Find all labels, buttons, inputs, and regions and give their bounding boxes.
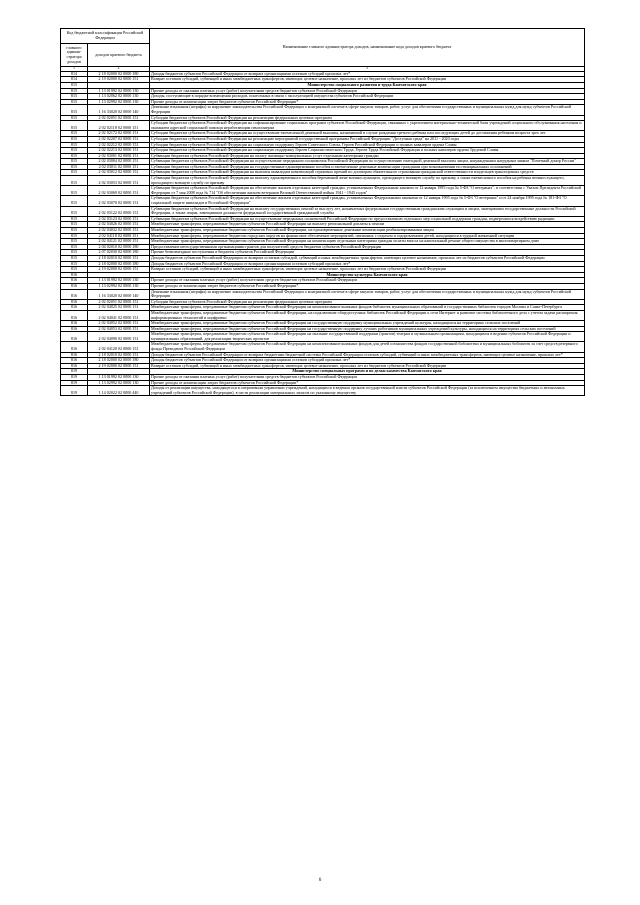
income-code-cell: 2 02 04120 02 0000 151	[88, 342, 150, 352]
admin-code-cell: 816	[61, 305, 88, 311]
table-body	[61, 71, 585, 396]
income-code-cell: 2 02 03012 02 0000 151	[88, 170, 150, 176]
section-title-cell: Министерство культуры Камчатского края	[150, 272, 585, 278]
column-index: 1	[61, 67, 88, 72]
description-cell: Субвенции бюджетам субъектов Российской Федерации на выплату единовременного пособия беременной жене военнослужащего, проходящего военную службу по призыву, а также ежемесячного пособия на ребенка военнослужащего, проходящего военную службу по призыву	[150, 176, 585, 186]
description-cell: Прочие доходы от компенсации затрат бюджетов субъектов Российской Федерации*	[150, 283, 585, 289]
column-index: 2	[88, 67, 150, 72]
income-code-cell: 2 02 03070 02 0000 151	[88, 196, 150, 206]
admin-code-cell: 819	[61, 386, 88, 396]
income-code-cell: 2 02 02051 02 0000 151	[88, 115, 150, 121]
admin-code-cell: 815	[61, 170, 88, 176]
admin-code-cell: 815	[61, 105, 88, 115]
description-cell: Межбюджетные трансферты, передаваемые бюджетам субъектов Российской Федерации на оказание государственной поддержки (грантов) театрам и музыкальным организациям, находящимся в ведении субъектов Российской Федерации и муниципальных образований, для реализации творческих проектов	[150, 332, 585, 342]
income-code-cell: 1 13 01992 02 0000 130	[88, 278, 150, 284]
income-code-cell: 2 02 04032 02 0000 151	[88, 228, 150, 234]
admin-code-cell: 815	[61, 82, 88, 88]
description-cell: Доходы бюджетов субъектов Российской Федерации от возврата остатков субсидий, субвенций и иных межбюджетных трансфертов, имеющих целевое назначение, прошлых лет из бюджетов субъектов Российской Федерации	[150, 255, 585, 261]
description-cell: Межбюджетные трансферты, передаваемые бюджетам городских округов на финансовое обеспечение мероприятий, связанных с отдыхом и оздоровлением детей, находящихся в трудной жизненной ситуации	[150, 233, 585, 239]
admin-code-cell: 816	[61, 342, 88, 352]
income-code-cell: 2 19 02000 02 0000 151	[88, 363, 150, 369]
description-cell: Межбюджетные трансферты, передаваемые бюджетам субъектов Российской Федерации на компенсацию отдельным категориям граждан оплаты взноса на капитальный ремонт общего имущества в многоквартирном доме	[150, 239, 585, 245]
description-cell: Межбюджетные трансферты, передаваемые бюджетам субъектов Российской Федерации на комплектование книжных фондов библиотек муниципальных образований и государственных библиотек городов Москвы и Санкт-Петербурга	[150, 305, 585, 311]
admin-code-cell: 816	[61, 363, 88, 369]
description-cell: Прочие доходы от компенсации затрат бюджетов субъектов Российской Федерации*	[150, 99, 585, 105]
description-cell: Доходы бюджетов субъектов Российской Федерации от возврата организациями остатков субсидий прошлых лет*	[150, 358, 585, 364]
admin-code-cell: 815	[61, 222, 88, 228]
description-cell: Субсидии бюджетам субъектов Российской Федерации на реализацию федеральных целевых программ	[150, 299, 585, 305]
admin-code-cell: 815	[61, 121, 88, 131]
income-code-cell: 2 02 02212 02 0000 151	[88, 142, 150, 148]
table-row	[61, 289, 585, 299]
admin-code-cell: 815	[61, 250, 88, 256]
admin-code-cell: 816	[61, 310, 88, 320]
income-code-cell: 2 19 02000 02 0000 151	[88, 267, 150, 273]
section-title-cell: Министерство социального развития и труда Камчатского края	[150, 82, 585, 88]
income-code-cell: 1 16 33020 02 0000 140	[88, 289, 150, 299]
description-cell: Межбюджетные трансферты, передаваемые бюджетам субъектов Российской Федерации на государственную поддержку лучших работников муниципальных учреждений культуры, находящихся на территориях сельских поселений	[150, 326, 585, 332]
admin-code-cell: 815	[61, 148, 88, 154]
income-code-cell: 2 02 04026 02 0000 151	[88, 222, 150, 228]
admin-code-cell: 815	[61, 244, 88, 250]
admin-code-cell: 819	[61, 375, 88, 381]
description-cell: Межбюджетные трансферты, передаваемые бюджетам субъектов Российской Федерации на комплектование книжных фондов для детей и юношества фондов государственной библиотеки и муниципальных библиотек за счет средств резервного фонда Президента Российской Федерации	[150, 342, 585, 352]
table-row	[61, 105, 585, 115]
section-title-cell: Министерство специальных программ и по делам казачества Камчатского края	[150, 369, 585, 375]
income-code-cell: 2 02 04025 02 0000 151	[88, 305, 150, 311]
description-cell: Субвенции бюджетам субъектов Российской Федерации на осуществление переданных полномочий Российской Федерации по предоставлению отдельных мер социальной поддержки граждан, подвергшихся воздействию радиации	[150, 216, 585, 222]
name-column-header: Наименование главного администратора доходов, наименование кода доходов краевого бюджета	[150, 29, 585, 67]
table-row	[61, 206, 585, 216]
description-cell: Доходы бюджетов субъектов Российской Федерации от возврата бюджетами бюджетной системы Российской Федерации остатков субсидий, субвенций и иных межбюджетных трансфертов, имеющих целевое назначение, прошлых лет*	[150, 352, 585, 358]
income-code-cell: 2 18 02000 02 0000 180	[88, 358, 150, 364]
income-code-cell: 1 13 02062 02 0000 130	[88, 94, 150, 100]
description-cell: Субвенции бюджетам субъектов Российской Федерации на оплату жилищно-коммунальных услуг отдельным категориям граждан	[150, 153, 585, 159]
description-cell: Субсидии бюджетам субъектов Российской Федерации на социальную поддержку Героев Социалистического Труда, Героев Труда Российской Федерации и полных кавалеров ордена Трудовой Славы	[150, 148, 585, 154]
description-cell: Денежные взыскания (штрафы) за нарушение законодательства Российской Федерации о контрактной системе в сфере закупок товаров, работ, услуг для обеспечения государственных и муниципальных нужд для нужд субъектов Российской Федерации	[150, 105, 585, 115]
admin-code-cell: 815	[61, 255, 88, 261]
description-cell: Субсидии бюджетам субъектов Российской Федерации на реализацию мероприятий государственной программы Российской Федерации "Доступная среда" на 2011 - 2020 годы	[150, 136, 585, 142]
description-cell: Субвенции бюджетам субъектов Российской Федерации на выплаты инвалидам компенсаций страховых премий по договорам обязательного страхования гражданской ответственности владельцев транспортных средств	[150, 170, 585, 176]
income-code-cell: 2 18 02010 02 0000 151	[88, 255, 150, 261]
admin-code-cell: 816	[61, 278, 88, 284]
table-row	[61, 332, 585, 342]
income-code-cell: 1 13 02992 02 0000 130	[88, 380, 150, 386]
income-code-cell: 2 02 04121 02 0000 151	[88, 239, 150, 245]
income-code-cell: 1 13 01992 02 0000 130	[88, 88, 150, 94]
description-cell: Субвенции бюджетам субъектов Российской Федерации на обеспечение жильем отдельных категорий граждан, установленных Федеральными законами от 12 января 1995 года № 5-ФЗ "О ветеранах" и от 24 ноября 1995 года № 181-ФЗ "О социальной защите инвалидов в Российской Федерации"	[150, 196, 585, 206]
admin-code-cell: 816	[61, 289, 88, 299]
description-cell: Денежные взыскания (штрафы) за нарушение законодательства Российской Федерации о контрактной системе в сфере закупок товаров, работ, услуг для обеспечения государственных и муниципальных нужд для нужд субъектов Российской Федерации	[150, 289, 585, 299]
admin-code-cell: 819	[61, 369, 88, 375]
admin-code-cell: 815	[61, 136, 88, 142]
document-page	[60, 28, 584, 396]
income-code-cell: 2 02 03122 02 0000 151	[88, 206, 150, 216]
admin-code-cell: 816	[61, 352, 88, 358]
column-index: 3	[150, 67, 585, 72]
description-cell: Субсидии бюджетам субъектов Российской Федерации на реализацию федеральных целевых программ	[150, 115, 585, 121]
income-code-cell: 2 02 02213 02 0000 151	[88, 148, 150, 154]
description-cell: Субвенции бюджетам субъектов Российской Федерации на обеспечение жильем отдельных категорий граждан, установленных Федеральным законом от 12 января 1995 года № 5-ФЗ "О ветеранах", в соответствии с Указом Президента Российской Федерации от 7 мая 2008 года № 714 "Об обеспечении жильем ветеранов Великой Отечественной войны 1941 - 1945 годов"	[150, 186, 585, 196]
admin-code-cell: 815	[61, 99, 88, 105]
description-cell: Доходы бюджетов субъектов Российской Федерации от возврата организациями остатков субсидий прошлых лет*	[150, 261, 585, 267]
income-code-cell: 2 02 04052 02 0000 151	[88, 321, 150, 327]
income-code-cell: 2 02 03001 02 0000 151	[88, 153, 150, 159]
admin-code-cell: 815	[61, 267, 88, 273]
income-code-cell: 2 02 03004 02 0000 151	[88, 159, 150, 165]
income-code-cell: 2 02 04053 02 0000 151	[88, 326, 150, 332]
income-code-cell: 1 16 33020 02 0000 140	[88, 105, 150, 115]
admin-code-cell: 815	[61, 94, 88, 100]
income-code-cell: 2 02 03123 02 0000 151	[88, 216, 150, 222]
income-code-cell: 2 18 02010 02 0000 151	[88, 352, 150, 358]
description-cell: Возврат остатков субсидий, субвенций и иных межбюджетных трансфертов, имеющих целевое назначение, прошлых лет из бюджетов субъектов Российской Федерации	[150, 77, 585, 83]
admin-code-cell: 815	[61, 142, 88, 148]
table-row	[61, 196, 585, 206]
income-code-cell: 2 02 03053 02 0000 151	[88, 176, 150, 186]
admin-code-cell: 815	[61, 228, 88, 234]
budget-code-group-header: Код бюджетной классификации Российской Федерации	[61, 29, 150, 44]
admin-code-cell: 815	[61, 131, 88, 137]
description-cell: Возврат остатков субсидий, субвенций и иных межбюджетных трансфертов, имеющих целевое назначение, прошлых лет из бюджетов субъектов Российской Федерации	[150, 267, 585, 273]
description-cell: Прочие безвозмездные поступления в бюджеты субъектов Российской Федерации	[150, 250, 585, 256]
description-cell: Субсидии бюджетам субъектов Российской Федерации на осуществление ежемесячной денежной выплаты, назначаемой в случае рождения третьего ребенка или последующих детей до достижения ребенком возраста трех лет	[150, 131, 585, 137]
income-code-cell: 2 02 02051 02 0000 151	[88, 299, 150, 305]
table-row	[61, 386, 585, 396]
admin-code-cell: 815	[61, 239, 88, 245]
description-cell: Субсидии бюджетам субъектов Российской Федерации на социальную поддержку Героев Советского Союза, Героев Российской Федерации и полных кавалеров ордена Славы	[150, 142, 585, 148]
admin-code-cell: 815	[61, 233, 88, 239]
description-cell: Предоставление негосударственными организациями грантов для получателей средств бюджетов субъектов Российской Федерации	[150, 244, 585, 250]
description-cell: Доходы бюджетов субъектов Российской Федерации от возврата организациями остатков субсидий прошлых лет*	[150, 71, 585, 77]
page-number: 6	[318, 878, 322, 883]
income-code-cell: 2 02 02118 02 0000 151	[88, 121, 150, 131]
description-cell: Прочие доходы от компенсации затрат бюджетов субъектов Российской Федерации*	[150, 380, 585, 386]
admin-code-cell: 816	[61, 332, 88, 342]
admin-code-cell: 815	[61, 216, 88, 222]
income-code-cell: 2 02 04041 02 0000 151	[88, 310, 150, 320]
description-cell: Прочие доходы от оказания платных услуг (работ) получателями средств бюджетов субъектов Российской Федерации	[150, 88, 585, 94]
admin-code-cell: 815	[61, 153, 88, 159]
income-code-cell: 2 19 02000 02 0000 151	[88, 77, 150, 83]
income-code-cell: 1 14 02022 02 0000 440	[88, 386, 150, 396]
description-cell: Субвенции бюджетам субъектов Российской Федерации на осуществление переданного полномочия Российской Федерации по осуществлению ежегодной денежной выплаты лицам, награжденным нагрудным знаком "Почетный донор России"	[150, 159, 585, 165]
income-code-cell: 2 02 03069 02 0000 151	[88, 186, 150, 196]
income-code-table	[60, 28, 585, 396]
income-code-cell: 2 07 02030 02 0000 180	[88, 250, 150, 256]
table-row	[61, 342, 585, 352]
description-cell: Доходы от реализации имущества, находящегося в оперативном управлении учреждений, находящихся в ведении органов государственной власти субъектов Российской Федерации (за исключением имущества бюджетных и автономных учреждений субъектов Российской Федерации), в части реализации материальных запасов по указанному имуществу	[150, 386, 585, 396]
admin-code-cell: 815	[61, 206, 88, 216]
admin-code-cell: 816	[61, 358, 88, 364]
description-cell: Возврат остатков субсидий, субвенций и иных межбюджетных трансфертов, имеющих целевое назначение, прошлых лет из бюджетов субъектов Российской Федерации	[150, 363, 585, 369]
table-row	[61, 310, 585, 320]
income-code-cell: 2 02 04118 02 0000 151	[88, 233, 150, 239]
table-header	[61, 29, 585, 72]
admin-column-header: главного админи-стратора доходов	[61, 44, 88, 67]
income-code-cell: 2 02 03011 02 0000 151	[88, 164, 150, 170]
income-code-cell: 2 02 04090 02 0000 151	[88, 332, 150, 342]
description-cell: Субсидии бюджетам субъектов Российской Федерации на софинансирование социальных программ субъектов Российской Федерации, связанных с укреплением материально-технической базы учреждений социального обслуживания населения и оказанием адресной социальной помощи неработающим пенсионерам	[150, 121, 585, 131]
description-cell: Межбюджетные трансферты, передаваемые бюджетам субъектов Российской Федерации, на подключение общедоступных библиотек Российской Федерации к сети Интернет и развитие системы библиотечного дела с учетом задачи расширения информационных технологий и оцифровки	[150, 310, 585, 320]
admin-code-cell: 815	[61, 176, 88, 186]
income-code-cell: 2 02 02207 02 0000 151	[88, 136, 150, 142]
description-cell: Межбюджетные трансферты, передаваемые бюджетам субъектов Российской Федерации на выплату региональной доплаты к пенсии	[150, 222, 585, 228]
admin-code-cell: 815	[61, 88, 88, 94]
admin-code-cell: 814	[61, 77, 88, 83]
admin-code-cell: 815	[61, 186, 88, 196]
income-code-cell: 1 13 01992 02 0000 130	[88, 375, 150, 381]
admin-code-cell: 819	[61, 380, 88, 386]
table-row	[61, 121, 585, 131]
income-column-header: доходов краевого бюджета	[88, 44, 150, 67]
income-code-cell: 2 02 02172 02 0000 151	[88, 131, 150, 137]
admin-code-cell: 816	[61, 283, 88, 289]
description-cell: Доходы, поступающие в порядке возмещения расходов, понесенных в связи с эксплуатацией имущества субъектов Российской Федерации	[150, 94, 585, 100]
income-code-cell: 2 18 02000 02 0000 180	[88, 71, 150, 77]
description-cell: Субвенции бюджетам субъектов Российской Федерации на выплату государственных пенсий за выслугу лет, назначаемых федеральным государственным гражданским служащим и лицам, замещавшим государственные должности Российской Федерации, а также лицам, замещавшим должности федеральной государственной гражданской службы	[150, 206, 585, 216]
admin-code-cell: 816	[61, 326, 88, 332]
description-cell: Субвенции бюджетам субъектов Российской Федерации на государственные единовременные пособия и ежемесячные денежные компенсации гражданам при возникновении поствакцинальных осложнений	[150, 164, 585, 170]
admin-code-cell: 816	[61, 321, 88, 327]
admin-code-cell: 815	[61, 196, 88, 206]
description-cell: Межбюджетные трансферты, передаваемые бюджетам субъектов Российской Федерации, на единовременные денежные компенсации реабилитированным лицам	[150, 228, 585, 234]
admin-code-cell: 815	[61, 115, 88, 121]
description-cell: Межбюджетные трансферты, передаваемые бюджетам субъектов Российской Федерации на государственную поддержку муниципальных учреждений культуры, находящихся на территориях сельских поселений	[150, 321, 585, 327]
admin-code-cell: 814	[61, 71, 88, 77]
income-code-cell: 2 18 02000 02 0000 180	[88, 261, 150, 267]
table-row	[61, 176, 585, 186]
admin-code-cell: 816	[61, 272, 88, 278]
admin-code-cell: 815	[61, 164, 88, 170]
income-code-cell: 1 13 02992 02 0000 130	[88, 283, 150, 289]
income-code-cell: 2 04 02010 02 0000 180	[88, 244, 150, 250]
table-row	[61, 186, 585, 196]
description-cell: Прочие доходы от оказания платных услуг (работ) получателями средств бюджетов субъектов Российской Федерации	[150, 278, 585, 284]
admin-code-cell: 815	[61, 159, 88, 165]
description-cell: Прочие доходы от оказания платных услуг (работ) получателями средств бюджетов субъектов Российской Федерации	[150, 375, 585, 381]
admin-code-cell: 815	[61, 261, 88, 267]
admin-code-cell: 816	[61, 299, 88, 305]
income-code-cell: 1 13 02992 02 0000 130	[88, 99, 150, 105]
